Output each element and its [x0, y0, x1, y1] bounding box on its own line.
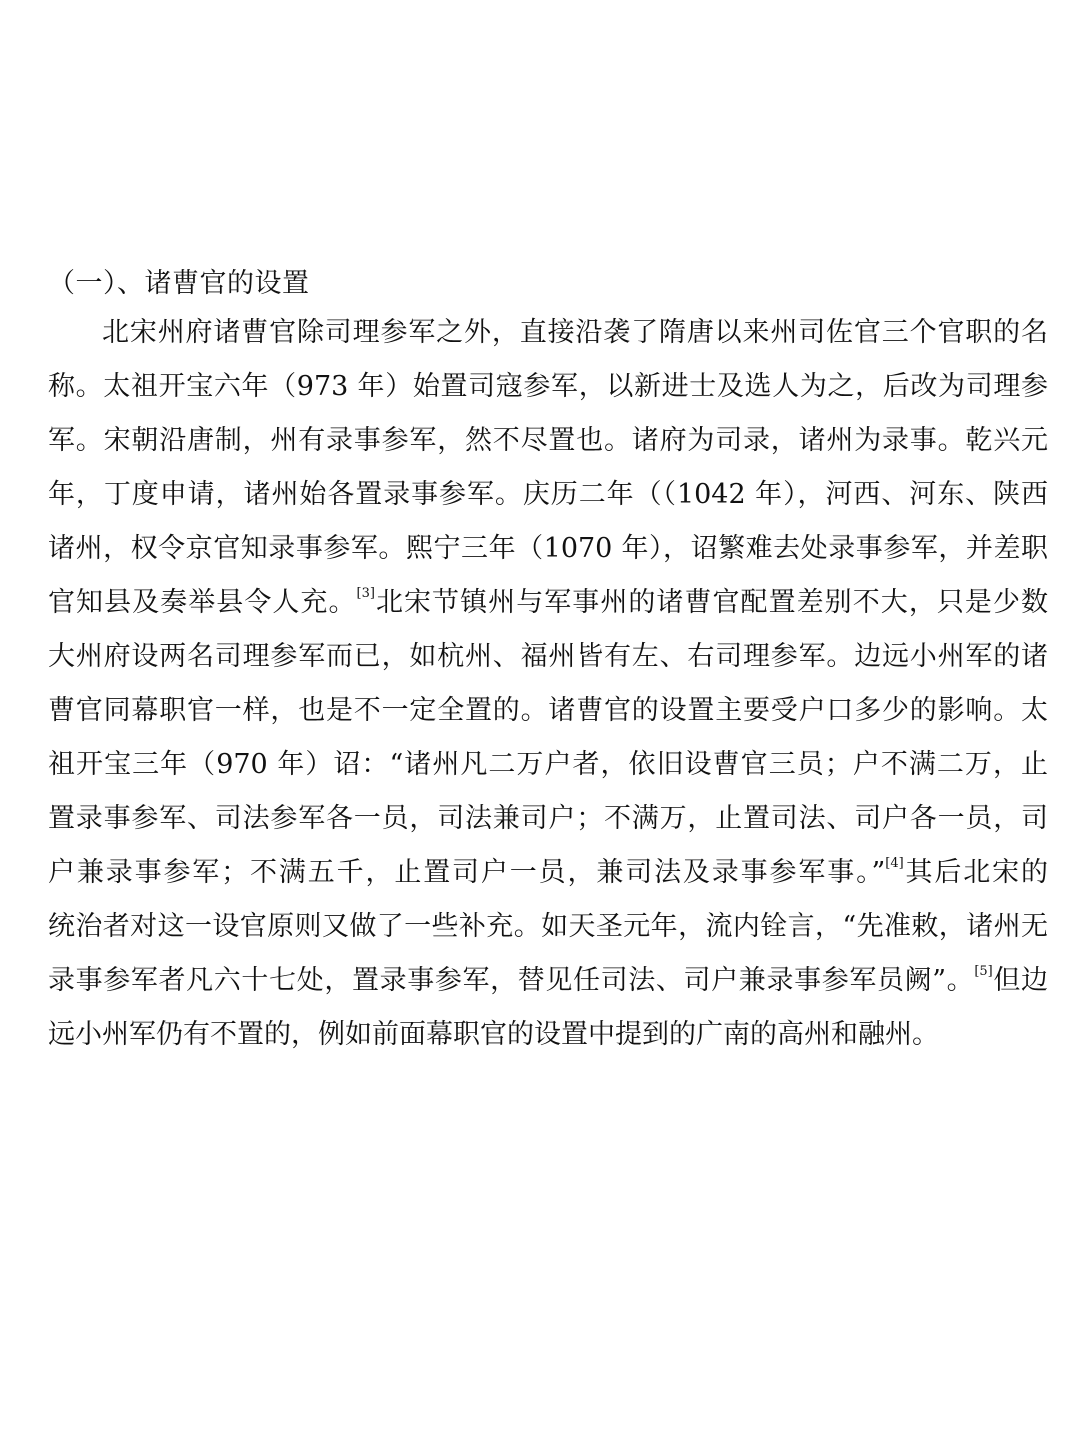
body-paragraph [48, 310, 1048, 1066]
line-text: 户兼录事参军；不满五千，止置司户一员，兼司法及录事参军事。” [48, 857, 886, 888]
paragraph-line: 置录事参军、司法参军各一员，司法兼司户；不满万，止置司法、司户各一员，司 [48, 803, 1048, 834]
line-text: 官知县及奏举县令人充。 [48, 587, 357, 618]
paragraph-line: 称。太祖开宝六年（973 年）始置司寇参军，以新进士及选人为之，后改为司理参 [48, 371, 1048, 402]
paragraph-line [48, 580, 1048, 634]
paragraph-line: 祖开宝三年（970 年）诏：“诸州凡二万户者，依旧设曹官三员；户不满二万，止 [48, 749, 1048, 780]
citation-marker[interactable]: [5] [974, 964, 993, 979]
paragraph-line: 曹官同幕职官一样，也是不一定全置的。诸曹官的设置主要受户口多少的影响。太 [48, 695, 1048, 726]
line-text: 但边 [992, 965, 1048, 996]
paragraph-line: 统治者对这一设官原则又做了一些补充。如天圣元年，流内铨言，“先准敕，诸州无 [48, 911, 1048, 942]
section-heading: （一）、诸曹官的设置 [48, 268, 310, 299]
paragraph-line [48, 958, 1048, 1012]
paragraph-line: 远小州军仍有不置的，例如前面幕职官的设置中提到的广南的高州和融州。 [48, 1019, 939, 1050]
citation-marker[interactable]: [4] [885, 856, 904, 871]
paragraph-line: 大州府设两名司理参军而已，如杭州、福州皆有左、右司理参军。边远小州军的诸 [48, 641, 1048, 672]
paragraph-line: 诸州，权令京官知录事参军。熙宁三年（1070 年），诏繁难去处录事参军，并差职 [48, 533, 1048, 564]
paragraph-line: 年，丁度申请，诸州始各置录事参军。庆历二年（（1042 年），河西、河东、陕西 [48, 479, 1048, 510]
line-text: 其后北宋的 [903, 857, 1048, 888]
paragraph-line: 军。宋朝沿唐制，州有录事参军，然不尽置也。诸府为司录，诸州为录事。乾兴元 [48, 425, 1048, 456]
paragraph-line [48, 850, 1048, 904]
line-text: 录事参军者凡六十七处，置录事参军，替见任司法、司户兼录事参军员阙”。 [48, 965, 975, 996]
paragraph-line: 北宋州府诸曹官除司理参军之外，直接沿袭了隋唐以来州司佐官三个官职的名 [102, 317, 1048, 348]
line-text: 北宋节镇州与军事州的诸曹官配置差别不大，只是少数 [374, 587, 1049, 618]
citation-marker[interactable]: [3] [356, 586, 375, 601]
